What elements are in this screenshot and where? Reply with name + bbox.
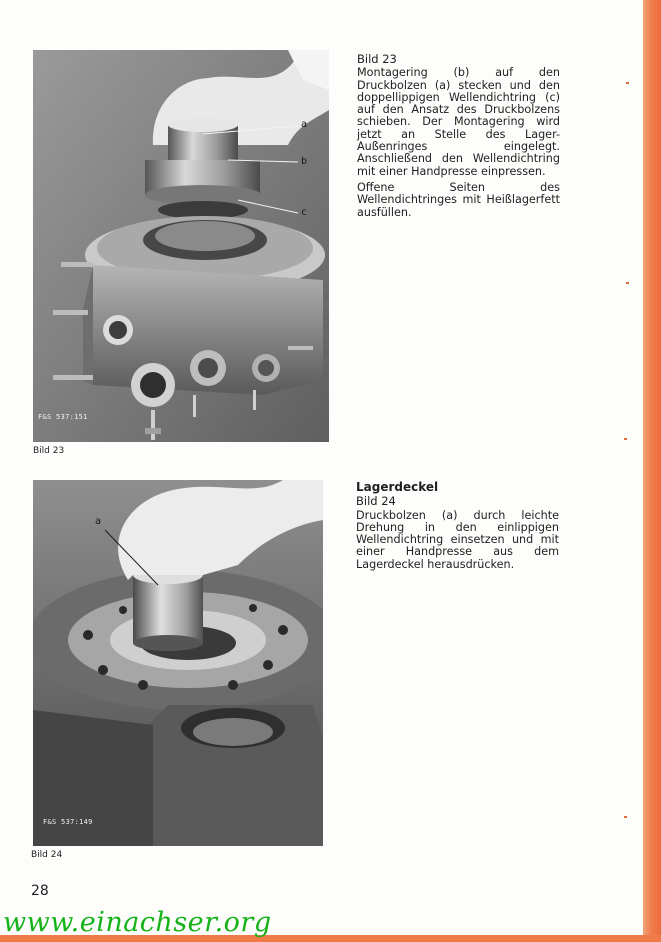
photo-code-bild-24: F&S 537:149: [43, 818, 93, 826]
callout-c-bild-23: c: [301, 207, 308, 218]
scan-speck: [624, 816, 627, 818]
page-number: 28: [31, 883, 49, 899]
figure-title-bild-24: Bild 24: [356, 494, 396, 509]
callout-a-bild-23: a: [301, 119, 308, 130]
photo-bild-24-drawing: [33, 480, 323, 846]
text-bild-24: [356, 481, 559, 575]
page-edge-orange: [643, 0, 661, 942]
scan-speck: [626, 282, 629, 284]
paragraph-bild-23-2: Offene Seiten des Wellendichtringes mit Heißlagerfett ausfüllen.: [357, 180, 560, 219]
callout-b-bild-23: b: [301, 156, 308, 167]
text-bild-23: [357, 53, 560, 223]
figure-title-bild-23: Bild 23: [357, 52, 397, 66]
scan-speck: [626, 82, 629, 84]
photo-bild-23-drawing: [33, 50, 329, 442]
watermark-url[interactable]: www.einachser.org: [3, 907, 272, 938]
photo-code-bild-23: F&S 537:151: [38, 413, 88, 421]
paragraph-bild-24-1: Druckbolzen (a) durch leichte Drehung in den einlippigen Wellendichtring einsetzen und mit einer Handpresse aus dem Lagerdeckel herausdrücken.: [356, 508, 559, 571]
photo-bild-24: [33, 480, 323, 846]
scan-speck: [624, 438, 627, 440]
callout-a-bild-24: a: [95, 516, 102, 527]
photo-bild-23: [33, 50, 329, 442]
figure-label-bild-23: Bild 23: [33, 446, 65, 456]
paragraph-bild-23-1: Montagering (b) auf den Druckbolzen (a) stecken und den doppellippigen Wellendichtring (c) auf den Ansatz des Druckbolzens schieben. Der Montagering wird jetzt an Stelle des Lager-Außenringes eingelegt. Anschließend den Wellendichtring mit einer Handpresse einpressen.: [357, 66, 560, 178]
section-heading-lagerdeckel: Lagerdeckel: [356, 480, 439, 494]
figure-label-bild-24: Bild 24: [31, 850, 63, 860]
